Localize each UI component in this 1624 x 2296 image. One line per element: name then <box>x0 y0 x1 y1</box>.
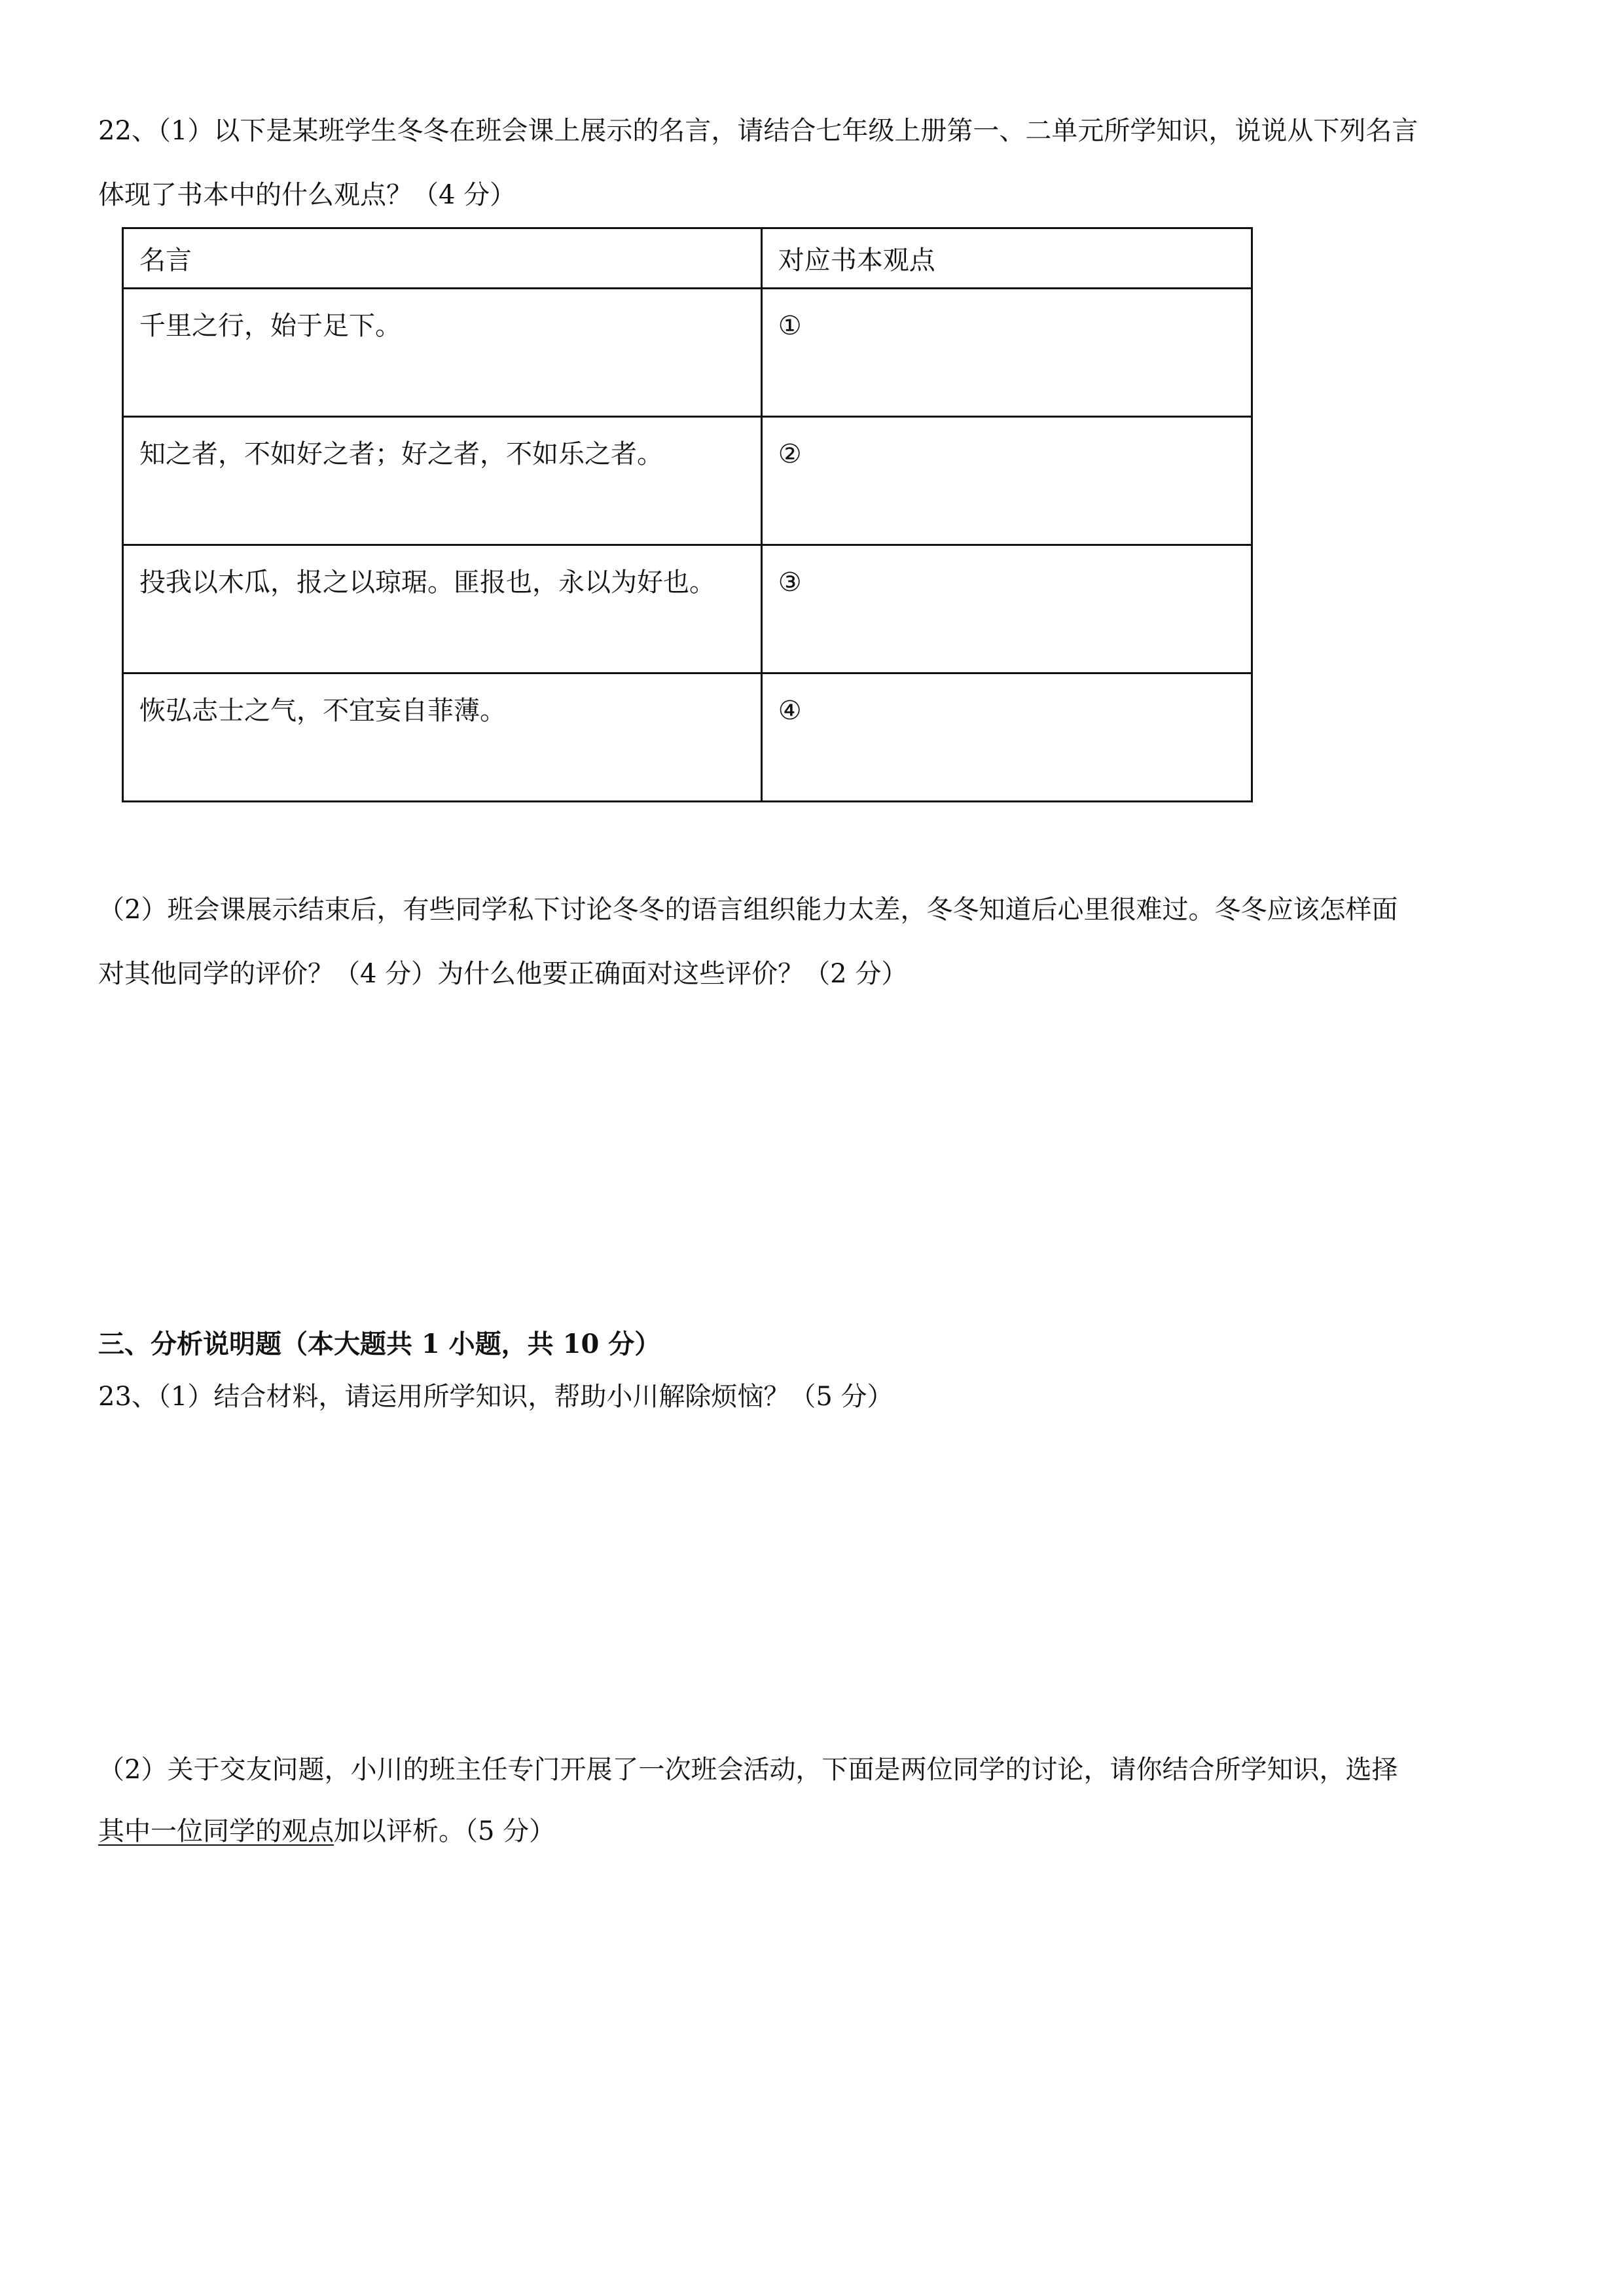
answer-cell: ④ <box>761 673 1252 802</box>
q23-part2-line2 <box>98 1813 1532 1850</box>
section3-heading: 三、分析说明题（本大题共 1 小题，共 10 分） <box>98 1329 661 1359</box>
quote-cell: 千里之行，始于足下。 <box>123 289 762 417</box>
answer-cell: ② <box>761 417 1252 545</box>
q22-part1-line2: 体现了书本中的什么观点？（4 分） <box>98 180 516 210</box>
q23-part2-line1: （2）关于交友问题，小川的班主任专门开展了一次班会活动，下面是两位同学的讨论，请你结合所学知识，选择 <box>98 1755 1398 1785</box>
quote-cell: 恢弘志士之气，不宜妄自菲薄。 <box>123 673 762 802</box>
table-row <box>123 289 1252 417</box>
answer-cell: ① <box>761 289 1252 417</box>
q22-part1-line1: 22、（1）以下是某班学生冬冬在班会课上展示的名言，请结合七年级上册第一、二单元所学知识，说说从下列名言 <box>98 116 1418 146</box>
header-viewpoint: 对应书本观点 <box>761 228 1252 289</box>
table-row <box>123 673 1252 802</box>
quote-cell: 投我以木瓜，报之以琼琚。匪报也，永以为好也。 <box>123 545 762 673</box>
header-quote: 名言 <box>123 228 762 289</box>
quote-cell: 知之者，不如好之者；好之者，不如乐之者。 <box>123 417 762 545</box>
q23-part1: 23、（1）结合材料，请运用所学知识，帮助小川解除烦恼？（5 分） <box>98 1382 893 1412</box>
quotes-table <box>122 227 1253 802</box>
table-header-row <box>123 228 1252 289</box>
q22-part2-line1: （2）班会课展示结束后，有些同学私下讨论冬冬的语言组织能力太差，冬冬知道后心里很难过。冬冬应该怎样面 <box>98 895 1398 925</box>
underlined-phrase: 其中一位同学的观点 <box>98 1816 334 1846</box>
answer-cell: ③ <box>761 545 1252 673</box>
q22-part2-line2: 对其他同学的评价？（4 分）为什么他要正确面对这些评价？（2 分） <box>98 959 908 989</box>
table-row <box>123 545 1252 673</box>
q23-part2-line2-rest: 加以评析。（5 分） <box>334 1816 556 1846</box>
table-row <box>123 417 1252 545</box>
